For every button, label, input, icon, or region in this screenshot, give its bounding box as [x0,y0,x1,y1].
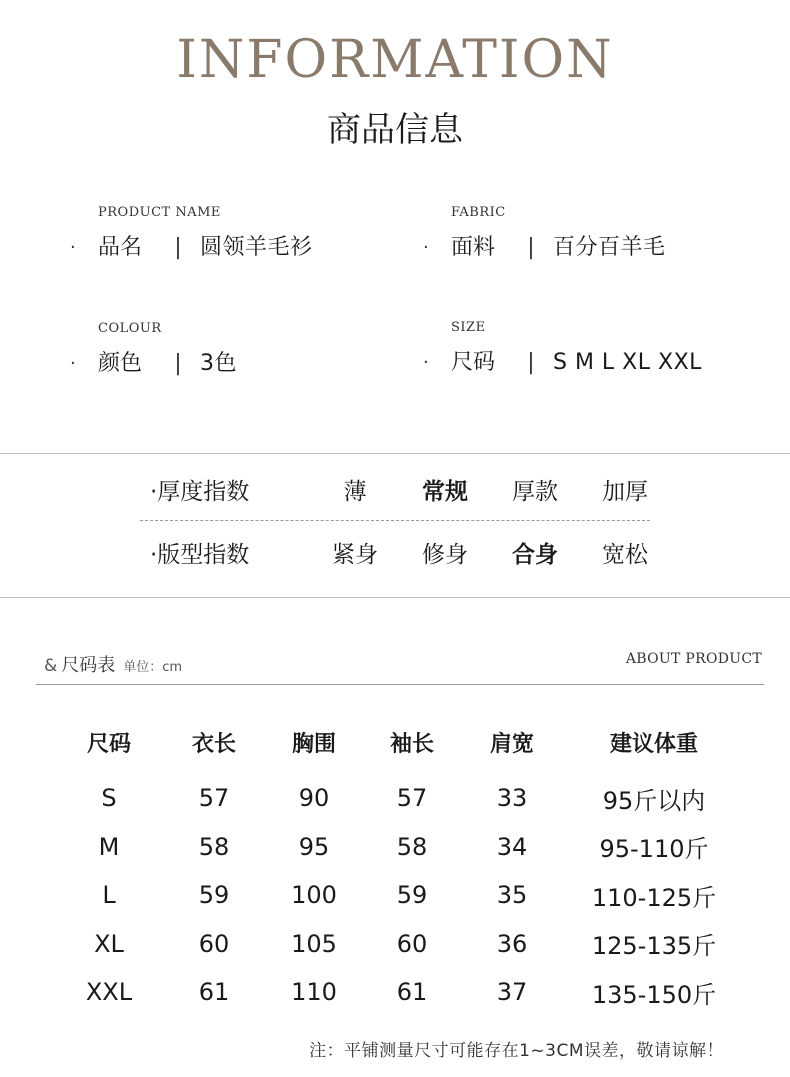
table-cell: 60 [396,929,428,958]
separator: | [527,350,535,375]
about-product-label: ABOUT PRODUCT [625,651,762,667]
separator: | [174,351,182,376]
table-cell: 59 [198,881,230,910]
bullet: · [423,352,429,373]
bullet: · [70,353,76,374]
table-header-row [0,722,790,762]
info-label: 尺码 [451,350,496,375]
index-label: ·厚度指数 [150,478,250,505]
ampersand-icon: & [44,656,58,676]
info-size [423,320,702,378]
index-option-selected: 常规 [422,478,468,505]
info-en-label: COLOUR [98,321,162,336]
info-value: S M L XL XXL [553,350,702,375]
bullet: · [70,237,76,258]
table-row [0,823,790,872]
info-product-name [70,205,313,263]
table-cell: 57 [198,784,230,813]
table-cell: 60 [198,929,230,958]
info-value: 3色 [200,351,237,376]
size-table-unit: 单位：cm [123,660,183,675]
info-fabric [423,205,666,263]
column-header: 胸围 [291,731,336,757]
table-cell: 57 [396,784,428,813]
table-cell: 125-135斤 [591,932,717,961]
index-option: 宽松 [602,541,648,568]
index-option: 修身 [422,541,468,568]
table-cell: S [101,784,117,813]
table-cell: 61 [198,978,230,1007]
info-colour [70,321,237,379]
table-cell: 110-125斤 [591,883,717,912]
table-cell: 61 [396,978,428,1007]
table-row [0,871,790,920]
table-cell: 59 [396,881,428,910]
table-row [0,920,790,969]
info-value: 百分百羊毛 [553,235,666,260]
info-label: 品名 [98,235,143,260]
index-option-selected: 合身 [512,541,558,568]
info-en-label: SIZE [451,320,486,335]
bullet: · [423,237,429,258]
table-cell: M [98,832,120,861]
table-cell: 100 [291,881,337,910]
divider [0,597,790,598]
separator: | [174,235,182,260]
table-cell: 135-150斤 [591,980,717,1009]
divider [0,453,790,454]
table-cell: 36 [496,929,528,958]
column-header: 袖长 [389,731,434,757]
table-cell: 35 [496,881,528,910]
info-label: 面料 [451,235,496,260]
index-label: ·版型指数 [150,541,250,568]
hero-subtitle: 商品信息 [327,110,463,150]
size-table-title: 尺码表 [61,655,116,676]
size-table [0,722,790,1017]
table-cell: 33 [496,784,528,813]
table-cell: 58 [396,832,428,861]
separator: | [527,235,535,260]
info-en-label: PRODUCT NAME [98,205,221,220]
column-header: 尺码 [86,731,131,757]
table-cell: 95斤以内 [602,786,706,815]
info-en-label: FABRIC [451,205,506,220]
index-option: 加厚 [602,478,648,505]
index-option: 紧身 [332,541,378,568]
table-row [0,774,790,823]
dashed-divider [140,520,650,521]
column-header: 肩宽 [489,731,534,757]
hero-title: INFORMATION [176,30,614,90]
table-rule [36,684,764,685]
index-option: 厚款 [512,478,558,505]
table-cell: 37 [496,978,528,1007]
thickness-index [150,471,670,507]
table-cell: 58 [198,832,230,861]
table-cell: 90 [298,784,330,813]
fit-index [150,534,670,570]
table-cell: XL [94,929,124,958]
table-cell: 95-110斤 [599,835,709,864]
table-row [0,968,790,1017]
index-option: 薄 [343,478,367,505]
size-table-heading [44,651,182,677]
table-cell: L [102,881,116,910]
table-cell: 110 [291,978,337,1007]
column-header: 建议体重 [609,731,698,757]
info-label: 颜色 [98,351,143,376]
table-cell: 105 [291,929,337,958]
measurement-note: 注：平铺测量尺寸可能存在1~3CM误差，敬请谅解！ [309,1041,724,1061]
table-cell: XXL [85,978,133,1007]
column-header: 衣长 [191,731,236,757]
info-value: 圆领羊毛衫 [200,235,313,260]
table-cell: 34 [496,832,528,861]
table-cell: 95 [298,832,330,861]
